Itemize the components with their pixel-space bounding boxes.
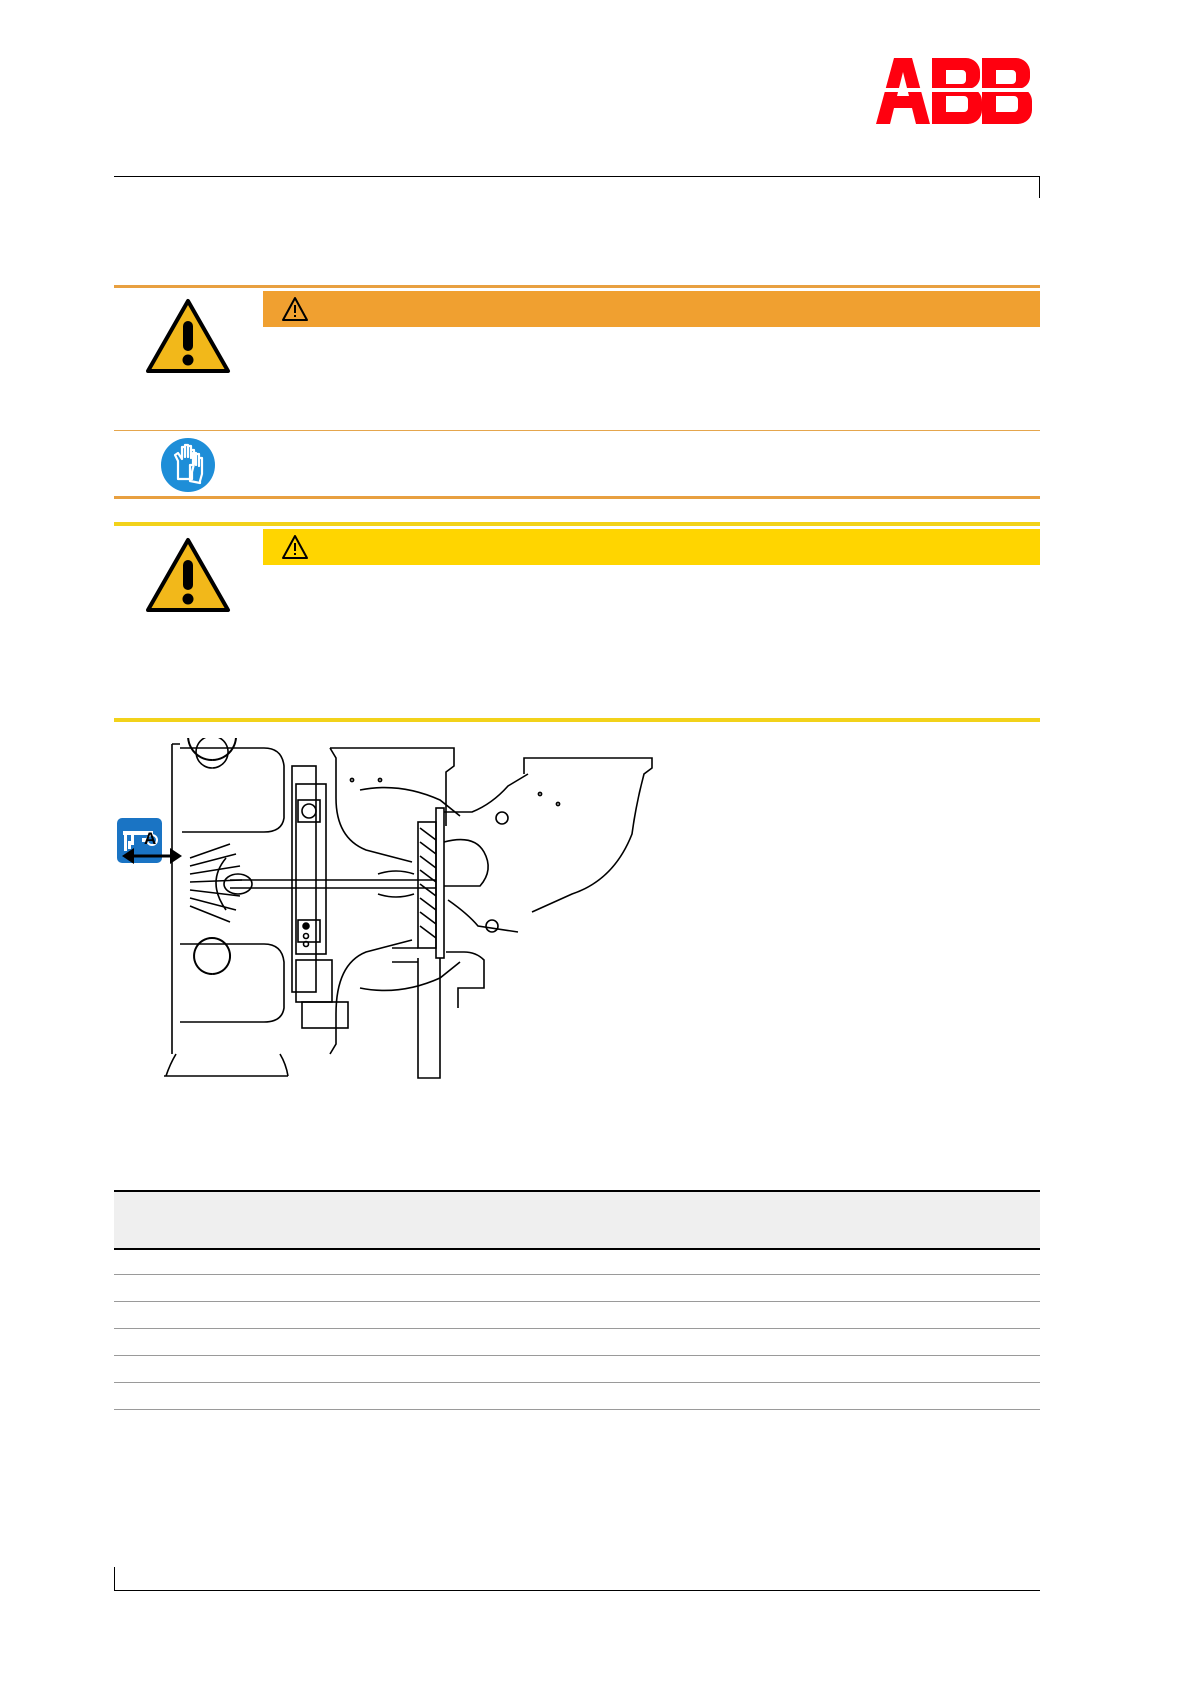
table-row xyxy=(114,1248,1040,1275)
table-row xyxy=(114,1329,1040,1356)
table-row xyxy=(114,1275,1040,1302)
warning-bottom-rule xyxy=(114,496,1040,499)
caution-top-rule xyxy=(114,522,1040,526)
warning-header-bar xyxy=(263,291,1040,327)
header-tick xyxy=(1039,176,1040,198)
footer-tick xyxy=(114,1567,115,1591)
warning-triangle-icon xyxy=(144,297,232,375)
warning-triangle-icon xyxy=(281,296,309,322)
abb-logo xyxy=(876,58,1036,124)
warning-top-rule xyxy=(114,285,1040,288)
table-row xyxy=(114,1302,1040,1329)
turbocharger-section-drawing xyxy=(120,738,700,1082)
dimension-arrow-a xyxy=(122,829,182,864)
warning-divider xyxy=(114,430,1040,431)
footer-rule xyxy=(114,1590,1040,1591)
caution-header-bar xyxy=(263,529,1040,565)
warning-triangle-icon xyxy=(144,536,232,614)
table-row xyxy=(114,1383,1040,1410)
table-header xyxy=(114,1190,1040,1250)
warning-triangle-icon xyxy=(281,534,309,560)
header-rule xyxy=(114,176,1040,177)
table-row xyxy=(114,1356,1040,1383)
dimension-label-a: A xyxy=(144,829,157,848)
protective-gloves-icon xyxy=(160,437,216,493)
caution-bottom-rule xyxy=(114,718,1040,722)
